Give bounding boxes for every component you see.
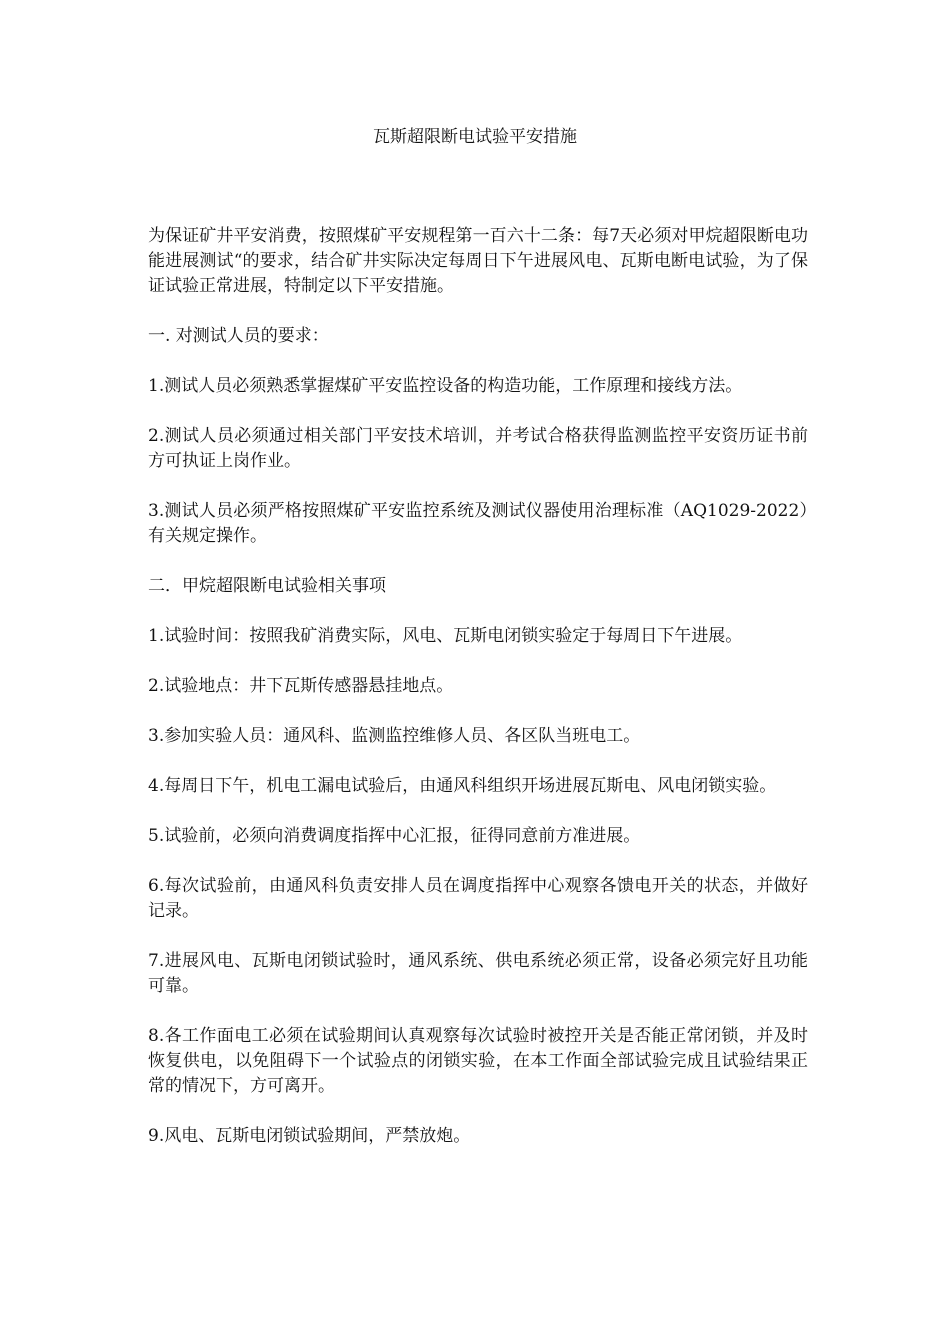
- list-item: 7.进展风电、瓦斯电闭锁试验时，通风系统、供电系统必须正常，设备必须完好且功能可靠。: [148, 951, 808, 996]
- document-body: [148, 224, 808, 1174]
- list-item: 2.试验地点：井下瓦斯传感器悬挂地点。: [148, 676, 454, 696]
- list-item: 1.测试人员必须熟悉掌握煤矿平安监控设备的构造功能，工作原理和接线方法。: [148, 376, 743, 396]
- section-heading-2: 二．甲烷超限断电试验相关事项: [148, 576, 386, 596]
- list-item: 3.测试人员必须严格按照煤矿平安监控系统及测试仪器使用治理标准（AQ1029-2022）有关规定操作。: [148, 501, 808, 546]
- intro-paragraph: 为保证矿井平安消费，按照煤矿平安规程第一百六十二条：每7天必须对甲烷超限断电功能进展测试“的要求，结合矿井实际决定每周日下午进展风电、瓦斯电断电试验，为了保证试验正常进展，特制定以下平安措施。: [148, 226, 808, 296]
- section-heading-1: 一. 对测试人员的要求：: [148, 326, 329, 346]
- list-item: 4.每周日下午，机电工漏电试验后，由通风科组织开场进展瓦斯电、风电闭锁实验。: [148, 776, 777, 796]
- list-item: 2.测试人员必须通过相关部门平安技术培训，并考试合格获得监测监控平安资历证书前方可执证上岗作业。: [148, 426, 808, 471]
- list-item: 8.各工作面电工必须在试验期间认真观察每次试验时被控开关是否能正常闭锁，并及时恢复供电，以免阻碍下一个试验点的闭锁实验，在本工作面全部试验完成且试验结果正常的情况下，方可离开。: [148, 1026, 808, 1096]
- list-item: 3.参加实验人员：通风科、监测监控维修人员、各区队当班电工。: [148, 726, 641, 746]
- list-item: 6.每次试验前，由通风科负责安排人员在调度指挥中心观察各馈电开关的状态，并做好记录。: [148, 876, 808, 921]
- list-item: 1.试验时间：按照我矿消费实际，风电、瓦斯电闭锁实验定于每周日下午进展。: [148, 626, 743, 646]
- list-item: 9.风电、瓦斯电闭锁试验期间，严禁放炮。: [148, 1126, 471, 1146]
- list-item: 5.试验前，必须向消费调度指挥中心汇报，征得同意前方准进展。: [148, 826, 641, 846]
- document-title: 瓦斯超限断电试验平安措施: [373, 127, 577, 147]
